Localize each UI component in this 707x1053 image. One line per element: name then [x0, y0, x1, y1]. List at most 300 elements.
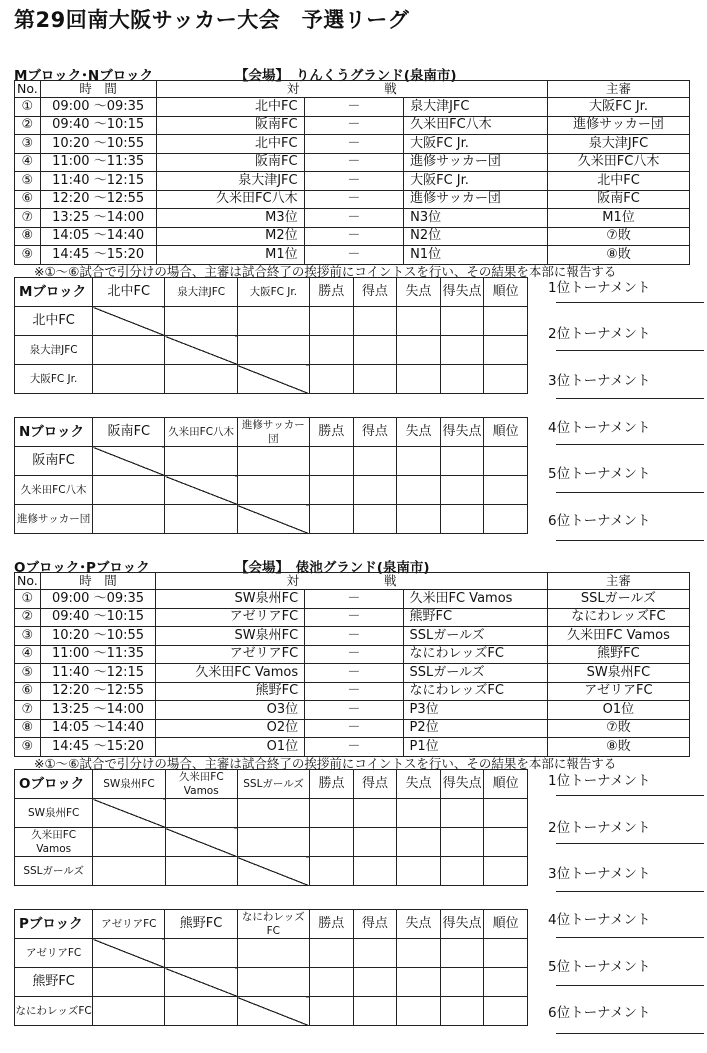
- result-cell: [237, 828, 309, 857]
- versus-mark: －: [305, 627, 403, 646]
- result-cell: [93, 997, 165, 1026]
- referee-header: 主審: [548, 81, 690, 98]
- no-header: No.: [15, 573, 41, 590]
- stat-cell: [440, 828, 484, 857]
- stat-cell: [309, 939, 353, 968]
- result-cell: [93, 336, 165, 365]
- stat-cell: [353, 307, 397, 336]
- team-a: M1位: [156, 246, 304, 265]
- referee: M1位: [548, 209, 690, 228]
- team-b: SSLガールズ: [403, 664, 547, 683]
- team-a: 久米田FC八木: [156, 190, 304, 209]
- stat-cell: [309, 336, 353, 365]
- block-name: Nブロック: [15, 418, 93, 447]
- result-cell: [93, 857, 165, 886]
- referee: SSLガールズ: [547, 590, 689, 609]
- stat-header: 順位: [484, 418, 528, 447]
- result-cell: [237, 307, 309, 336]
- diagonal-cell: [237, 997, 309, 1026]
- referee: 泉大津JFC: [548, 135, 690, 154]
- stat-header: 失点: [397, 278, 441, 307]
- venue-label: 【会場】 俵池グランド(泉南市): [235, 560, 430, 576]
- tournament-label: 5位トーナメント: [548, 466, 651, 482]
- draw-note: ※①～⑥試合で引分けの場合、主審は試合終了の挨拶前にコイントスを行い、その結果を本部に報告する: [34, 264, 617, 279]
- schedule-header-row: [15, 81, 690, 98]
- stat-cell: [310, 828, 354, 857]
- versus-mark: －: [304, 209, 403, 228]
- versus-mark: －: [305, 608, 403, 627]
- result-cell: [237, 799, 309, 828]
- tournament-entry-line: [556, 492, 704, 493]
- no-header: No.: [15, 81, 41, 98]
- referee: ⑦敗: [547, 719, 689, 738]
- team-row-label: 泉大津JFC: [15, 336, 93, 365]
- diagonal-cell: [93, 307, 165, 336]
- result-cell: [165, 997, 237, 1026]
- referee: 進修サッカー団: [548, 116, 690, 135]
- league-row: [15, 476, 528, 505]
- team-a: 阪南FC: [156, 153, 304, 172]
- stat-header: 得点: [353, 418, 397, 447]
- tournament-entry-line: [556, 302, 704, 303]
- stat-cell: [309, 968, 353, 997]
- stat-cell: [397, 307, 441, 336]
- league-row: [15, 997, 528, 1026]
- match-header: 対 戦: [156, 81, 548, 98]
- stat-header: 順位: [484, 770, 528, 799]
- team-row-label: 熊野FC: [15, 968, 93, 997]
- diagonal-cell: [165, 968, 237, 997]
- stat-cell: [397, 828, 441, 857]
- blocks-label: Mブロック･Nブロック: [14, 68, 153, 84]
- tournament-label: 6位トーナメント: [548, 1005, 651, 1021]
- referee: 阪南FC: [548, 190, 690, 209]
- stat-cell: [440, 968, 484, 997]
- stat-cell: [484, 997, 528, 1026]
- match-number: ⑥: [15, 682, 41, 701]
- team-row-label: 久米田FC Vamos: [15, 828, 93, 857]
- versus-mark: －: [304, 172, 403, 191]
- result-cell: [165, 857, 237, 886]
- blocks-label: Oブロック･Pブロック: [14, 560, 150, 576]
- stat-cell: [440, 307, 484, 336]
- match-number: ①: [15, 590, 41, 609]
- match-time: 10:20 ～10:55: [40, 627, 155, 646]
- diagonal-cell: [165, 476, 237, 505]
- team-a: アゼリアFC: [156, 645, 305, 664]
- league-row: [15, 365, 528, 394]
- stat-cell: [353, 336, 397, 365]
- league-header-row: [15, 418, 528, 447]
- league-row: [15, 857, 528, 886]
- stat-cell: [484, 476, 528, 505]
- team-row-label: アゼリアFC: [15, 939, 93, 968]
- stat-cell: [309, 476, 353, 505]
- team-column-header: 久米田FC八木: [165, 418, 237, 447]
- match-number: ⑤: [15, 664, 41, 683]
- tournament-label: 3位トーナメント: [548, 373, 651, 389]
- stat-cell: [309, 365, 353, 394]
- league-table-p: [14, 909, 528, 1026]
- match-time: 11:40 ～12:15: [40, 664, 155, 683]
- stat-cell: [353, 365, 397, 394]
- diagonal-cell: [237, 857, 309, 886]
- stat-cell: [309, 505, 353, 534]
- team-column-header: 大阪FC Jr.: [237, 278, 309, 307]
- versus-mark: －: [304, 190, 403, 209]
- team-b: 熊野FC: [403, 608, 547, 627]
- team-a: 北中FC: [156, 135, 304, 154]
- stat-cell: [397, 939, 441, 968]
- team-row-label: 進修サッカー団: [15, 505, 93, 534]
- match-time: 09:00 ～09:35: [40, 98, 156, 117]
- match-number: ③: [15, 135, 41, 154]
- referee: O1位: [547, 701, 689, 720]
- stat-cell: [397, 447, 441, 476]
- schedule-header-row: [15, 573, 690, 590]
- team-row-label: 北中FC: [15, 307, 93, 336]
- team-a: O2位: [156, 719, 305, 738]
- result-cell: [165, 799, 237, 828]
- team-row-label: 大阪FC Jr.: [15, 365, 93, 394]
- team-column-header: SSLガールズ: [237, 770, 309, 799]
- versus-mark: －: [304, 116, 403, 135]
- stat-cell: [484, 939, 528, 968]
- team-row-label: 阪南FC: [15, 447, 93, 476]
- stat-cell: [353, 857, 397, 886]
- match-row: [15, 190, 690, 209]
- tournament-entry-line: [556, 795, 704, 796]
- stat-cell: [440, 476, 484, 505]
- stat-cell: [397, 476, 441, 505]
- tournament-label: 6位トーナメント: [548, 513, 651, 529]
- match-row: [15, 627, 690, 646]
- stat-header: 得点: [353, 910, 397, 939]
- league-row: [15, 307, 528, 336]
- result-cell: [237, 968, 309, 997]
- team-column-header: 泉大津JFC: [165, 278, 237, 307]
- versus-mark: －: [305, 738, 403, 757]
- team-a: アゼリアFC: [156, 608, 305, 627]
- diagonal-cell: [93, 799, 165, 828]
- stat-header: 勝点: [309, 910, 353, 939]
- tournament-label: 4位トーナメント: [548, 420, 651, 436]
- versus-mark: －: [305, 682, 403, 701]
- result-cell: [237, 476, 309, 505]
- tournament-label: 2位トーナメント: [548, 326, 651, 342]
- versus-mark: －: [304, 246, 403, 265]
- tournament-entry-line: [556, 985, 704, 986]
- team-b: 泉大津JFC: [404, 98, 548, 117]
- league-row: [15, 799, 528, 828]
- match-schedule-table: [14, 572, 690, 757]
- result-cell: [165, 447, 237, 476]
- tournament-entry-line: [556, 350, 704, 351]
- diagonal-cell: [237, 505, 309, 534]
- versus-mark: －: [304, 153, 403, 172]
- league-row: [15, 505, 528, 534]
- stat-cell: [310, 799, 354, 828]
- team-a: 熊野FC: [156, 682, 305, 701]
- draw-note: ※①～⑥試合で引分けの場合、主審は試合終了の挨拶前にコイントスを行い、その結果を本部に報告する: [34, 756, 617, 771]
- tournament-label: 3位トーナメント: [548, 866, 651, 882]
- tournament-entry-line: [556, 891, 704, 892]
- team-row-label: 久米田FC八木: [15, 476, 93, 505]
- match-time: 13:25 ～14:00: [40, 701, 155, 720]
- versus-mark: －: [305, 664, 403, 683]
- match-time: 14:45 ～15:20: [40, 738, 155, 757]
- stat-cell: [309, 447, 353, 476]
- league-row: [15, 336, 528, 365]
- tournament-entry-line: [556, 937, 704, 938]
- match-time: 11:00 ～11:35: [40, 153, 156, 172]
- team-b: N2位: [404, 227, 548, 246]
- referee: アゼリアFC: [547, 682, 689, 701]
- referee: 久米田FC八木: [548, 153, 690, 172]
- stat-cell: [353, 799, 397, 828]
- match-number: ⑧: [15, 227, 41, 246]
- tournament-label: 1位トーナメント: [548, 280, 651, 296]
- diagonal-cell: [165, 336, 237, 365]
- tournament-entry-line: [556, 1033, 704, 1034]
- versus-mark: －: [305, 590, 403, 609]
- stat-cell: [484, 968, 528, 997]
- stat-cell: [484, 799, 528, 828]
- versus-mark: －: [304, 135, 403, 154]
- match-row: [15, 116, 690, 135]
- match-time: 09:00 ～09:35: [40, 590, 155, 609]
- referee: ⑧敗: [547, 738, 689, 757]
- match-time: 12:20 ～12:55: [40, 682, 155, 701]
- league-row: [15, 447, 528, 476]
- stat-cell: [397, 799, 441, 828]
- stat-cell: [440, 365, 484, 394]
- match-time: 13:25 ～14:00: [40, 209, 156, 228]
- team-b: 大阪FC Jr.: [404, 172, 548, 191]
- match-schedule-table: [14, 80, 690, 265]
- stat-cell: [397, 365, 441, 394]
- team-column-header: SW泉州FC: [93, 770, 165, 799]
- diagonal-cell: [237, 365, 309, 394]
- team-b: なにわレッズFC: [403, 682, 547, 701]
- block-name: Oブロック: [15, 770, 93, 799]
- versus-mark: －: [304, 227, 403, 246]
- match-number: ⑨: [15, 246, 41, 265]
- stat-cell: [397, 997, 441, 1026]
- match-row: [15, 608, 690, 627]
- match-number: ②: [15, 608, 41, 627]
- result-cell: [165, 307, 237, 336]
- match-time: 09:40 ～10:15: [40, 116, 156, 135]
- match-row: [15, 590, 690, 609]
- stat-cell: [353, 476, 397, 505]
- match-row: [15, 645, 690, 664]
- stat-cell: [397, 857, 441, 886]
- match-row: [15, 209, 690, 228]
- team-b: 久米田FC Vamos: [403, 590, 547, 609]
- team-column-header: 阪南FC: [93, 418, 165, 447]
- block-name: Mブロック: [15, 278, 93, 307]
- block-name: Pブロック: [15, 910, 93, 939]
- team-column-header: 久米田FC Vamos: [165, 770, 237, 799]
- league-header-row: [15, 770, 528, 799]
- stat-cell: [397, 505, 441, 534]
- stat-cell: [309, 997, 353, 1026]
- stat-header: 得点: [353, 770, 397, 799]
- result-cell: [165, 365, 237, 394]
- venue-label: 【会場】 りんくうグランド(泉南市): [235, 68, 457, 84]
- team-column-header: なにわレッズFC: [237, 910, 309, 939]
- stat-cell: [440, 505, 484, 534]
- league-table-m: [14, 277, 528, 394]
- time-header: 時 間: [40, 573, 155, 590]
- tournament-entry-line: [556, 843, 704, 844]
- stat-cell: [353, 939, 397, 968]
- stat-cell: [484, 857, 528, 886]
- league-table-o: [14, 769, 528, 886]
- match-number: ⑤: [15, 172, 41, 191]
- team-b: P1位: [403, 738, 547, 757]
- stat-cell: [353, 968, 397, 997]
- referee: ⑦敗: [548, 227, 690, 246]
- team-a: O1位: [156, 738, 305, 757]
- stat-cell: [484, 447, 528, 476]
- versus-mark: －: [305, 719, 403, 738]
- match-row: [15, 153, 690, 172]
- stat-cell: [353, 505, 397, 534]
- referee: 北中FC: [548, 172, 690, 191]
- referee: 大阪FC Jr.: [548, 98, 690, 117]
- stat-cell: [353, 997, 397, 1026]
- result-cell: [93, 828, 165, 857]
- match-row: [15, 664, 690, 683]
- referee: ⑧敗: [548, 246, 690, 265]
- stat-header: 順位: [484, 910, 528, 939]
- match-row: [15, 701, 690, 720]
- result-cell: [237, 447, 309, 476]
- stat-header: 失点: [397, 418, 441, 447]
- match-time: 09:40 ～10:15: [40, 608, 155, 627]
- result-cell: [237, 939, 309, 968]
- stat-cell: [484, 365, 528, 394]
- result-cell: [93, 968, 165, 997]
- result-cell: [93, 476, 165, 505]
- match-row: [15, 719, 690, 738]
- tournament-label: 5位トーナメント: [548, 959, 651, 975]
- stat-cell: [440, 857, 484, 886]
- match-number: ④: [15, 645, 41, 664]
- team-a: SW泉州FC: [156, 627, 305, 646]
- stat-cell: [353, 447, 397, 476]
- match-header: 対 戦: [156, 573, 548, 590]
- team-column-header: 熊野FC: [165, 910, 237, 939]
- referee: なにわレッズFC: [547, 608, 689, 627]
- match-row: [15, 98, 690, 117]
- league-row: [15, 939, 528, 968]
- team-row-label: なにわレッズFC: [15, 997, 93, 1026]
- versus-mark: －: [304, 98, 403, 117]
- stat-cell: [309, 307, 353, 336]
- match-number: ①: [15, 98, 41, 117]
- result-cell: [93, 505, 165, 534]
- team-b: 進修サッカー団: [404, 153, 548, 172]
- referee: 久米田FC Vamos: [547, 627, 689, 646]
- team-a: 北中FC: [156, 98, 304, 117]
- stat-cell: [484, 828, 528, 857]
- match-time: 11:40 ～12:15: [40, 172, 156, 191]
- league-header-row: [15, 278, 528, 307]
- tournament-entry-line: [556, 540, 704, 541]
- team-b: なにわレッズFC: [403, 645, 547, 664]
- stat-header: 勝点: [310, 770, 354, 799]
- league-row: [15, 968, 528, 997]
- tournament-label: 1位トーナメント: [548, 773, 651, 789]
- tournament-entry-line: [556, 398, 704, 399]
- stat-cell: [440, 336, 484, 365]
- versus-mark: －: [305, 701, 403, 720]
- stat-header: 勝点: [309, 418, 353, 447]
- page-title: 第29回南大阪サッカー大会 予選リーグ: [14, 8, 410, 32]
- team-a: SW泉州FC: [156, 590, 305, 609]
- team-column-header: 進修サッカー団: [237, 418, 309, 447]
- referee: SW泉州FC: [547, 664, 689, 683]
- team-row-label: SSLガールズ: [15, 857, 93, 886]
- stat-cell: [440, 799, 484, 828]
- time-header: 時 間: [40, 81, 156, 98]
- stat-cell: [440, 447, 484, 476]
- match-number: ⑦: [15, 701, 41, 720]
- stat-cell: [484, 336, 528, 365]
- match-time: 14:05 ～14:40: [40, 227, 156, 246]
- match-number: ②: [15, 116, 41, 135]
- diagonal-cell: [93, 939, 165, 968]
- match-number: ⑧: [15, 719, 41, 738]
- stat-cell: [397, 968, 441, 997]
- match-time: 14:05 ～14:40: [40, 719, 155, 738]
- match-time: 14:45 ～15:20: [40, 246, 156, 265]
- team-b: 進修サッカー団: [404, 190, 548, 209]
- stat-header: 得失点: [440, 418, 484, 447]
- stat-header: 順位: [484, 278, 528, 307]
- match-row: [15, 172, 690, 191]
- referee-header: 主審: [547, 573, 689, 590]
- stat-header: 得点: [353, 278, 397, 307]
- match-number: ③: [15, 627, 41, 646]
- tournament-entry-line: [556, 444, 704, 445]
- match-row: [15, 682, 690, 701]
- match-number: ⑥: [15, 190, 41, 209]
- stat-cell: [310, 857, 354, 886]
- match-time: 10:20 ～10:55: [40, 135, 156, 154]
- team-b: 久米田FC八木: [404, 116, 548, 135]
- result-cell: [165, 939, 237, 968]
- result-cell: [165, 505, 237, 534]
- team-a: 泉大津JFC: [156, 172, 304, 191]
- match-time: 12:20 ～12:55: [40, 190, 156, 209]
- stat-cell: [353, 828, 397, 857]
- team-b: N3位: [404, 209, 548, 228]
- stat-cell: [440, 939, 484, 968]
- result-cell: [237, 336, 309, 365]
- match-row: [15, 135, 690, 154]
- match-number: ⑦: [15, 209, 41, 228]
- stat-cell: [397, 336, 441, 365]
- stat-cell: [484, 307, 528, 336]
- match-number: ⑨: [15, 738, 41, 757]
- team-column-header: 北中FC: [93, 278, 165, 307]
- team-b: P3位: [403, 701, 547, 720]
- diagonal-cell: [165, 828, 237, 857]
